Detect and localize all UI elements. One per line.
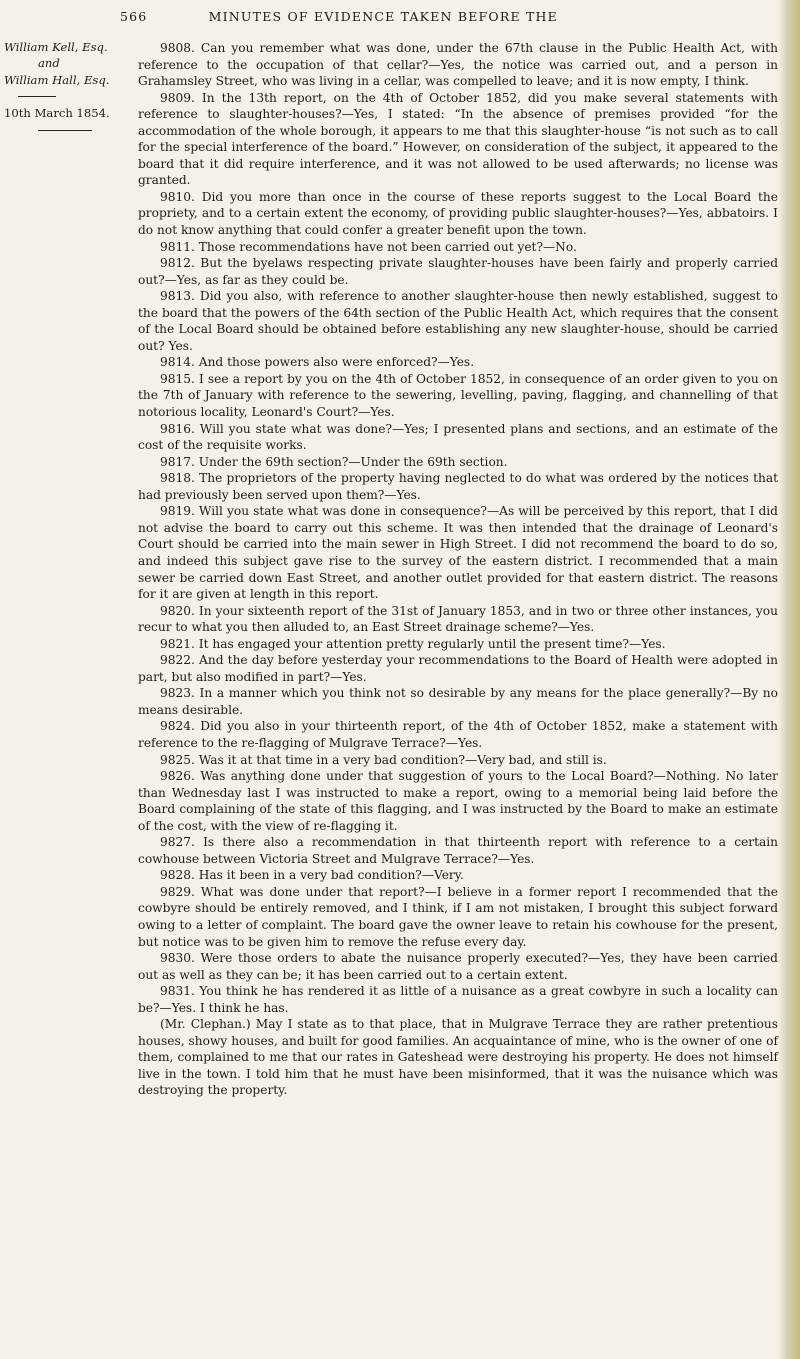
evidence-paragraph: 9809. In the 13th report, on the 4th of October 1852, did you make several statements with reference to slaughter-houses?—Yes, I stated: “In the absence of premises provided “for the accommodation of the whole borough, it appears to me that this slaughter-house “is not such as to call for the special interference of the board.” However, on consideration of the subject, it appeared to the board that it did require interference, and it was not allowed to be used afterwards; no license was granted.	[138, 90, 778, 188]
evidence-paragraph: 9823. In a manner which you think not so desirable by any means for the place generally?—By no means desirable.	[138, 686, 778, 717]
margin-date: 10th March 1854.	[4, 106, 110, 121]
page-number: 566	[120, 9, 148, 24]
evidence-paragraph: 9815. I see a report by you on the 4th of October 1852, in consequence of an order given to you on the 7th of January with reference to the sewering, levelling, paving, flagging, and channelling of that notorious locality, Leonard's Court?—Yes.	[138, 371, 778, 420]
evidence-paragraph: (Mr. Clephan.) May I state as to that place, that in Mulgrave Terrace they are rather pretentious houses, showy houses, and built for good families. An acquaintance of mine, who is the owner of one of them, complained to me that our rates in Gateshead were destroying his property. He does not himself live in the town. I told him that he must have been misinformed, that it was the nuisance which was destroying the property.	[138, 1017, 778, 1098]
evidence-paragraph: 9817. Under the 69th section?—Under the 69th section.	[160, 454, 508, 469]
evidence-paragraph: 9821. It has engaged your attention pretty regularly until the present time?—Yes.	[160, 636, 666, 651]
evidence-paragraph: 9812. But the byelaws respecting private slaughter-houses have been fairly and properly carried out?—Yes, as far as they could be.	[138, 256, 778, 287]
margin-witness-2: William Hall, Esq.	[4, 72, 110, 87]
page-edge-shading	[778, 0, 800, 1359]
margin-note	[4, 39, 122, 131]
evidence-paragraph: 9826. Was anything done under that suggestion of yours to the Local Board?—Nothing. No later than Wednesday last I was instructed to make a report, owing to a memorial being laid before the Board complaining of the state of this flagging, and I was instructed by the Board to make an estimate of the cost, with the view of re-flagging it.	[138, 769, 778, 833]
margin-witness-1: William Kell, Esq.	[4, 40, 108, 54]
margin-rule	[18, 96, 56, 97]
evidence-paragraph: 9820. In your sixteenth report of the 31st of January 1853, and in two or three other instances, you recur to what you then alluded to, an East Street drainage scheme?—Yes.	[138, 603, 778, 635]
evidence-paragraph: 9828. Has it been in a very bad condition?—Very.	[160, 868, 464, 883]
evidence-paragraph: 9813. Did you also, with reference to another slaughter-house then newly established, suggest to the board that the powers of the 64th section of the Public Health Act, which requires that the consent of the Local Board should be obtained before establishing any new slaughter-house, should be carried out? Yes.	[138, 289, 778, 353]
evidence-paragraph: 9830. Were those orders to abate the nuisance properly executed?—Yes, they have been carried out as well as they can be; it has been carried out to a certain extent.	[138, 951, 778, 982]
evidence-paragraph: 9818. The proprietors of the property having neglected to do what was ordered by the notices that had previously been served upon them?—Yes.	[138, 471, 778, 502]
evidence-paragraph: 9822. And the day before yesterday your recommendations to the Board of Health were adopted in part, but also modified in part?—Yes.	[138, 653, 778, 684]
running-title: MINUTES OF EVIDENCE TAKEN BEFORE THE	[208, 9, 558, 24]
evidence-paragraph: 9829. What was done under that report?—I believe in a former report I recommended that the cowbyre should be entirely removed, and I think, if I am not mistaken, I brought this subject forward owing to a letter of complaint. The board gave the owner leave to retain his cowhouse for the present, but notice was to be given him to remove the refuse every day.	[138, 884, 778, 949]
evidence-paragraph: 9811. Those recommendations have not been carried out yet?—No.	[160, 239, 577, 254]
margin-rule	[38, 130, 92, 131]
evidence-paragraph: 9819. Will you state what was done in consequence?—As will be perceived by this report, that I did not advise the board to carry out this scheme. It was then intended that the drainage of Leonard's Court should be carried into the main sewer in High Street. I did not recommend the board to do so, and indeed this subject gave rise to the survey of the eastern district. I recommended that a main sewer be carried down East Street, and another outlet provided for that eastern district. The reasons for it are given at length in this report.	[138, 504, 778, 602]
evidence-paragraph: 9824. Did you also in your thirteenth report, of the 4th of October 1852, make a statement with reference to the re-flagging of Mulgrave Terrace?—Yes.	[138, 719, 778, 750]
evidence-paragraph: 9816. Will you state what was done?—Yes; I presented plans and sections, and an estimate of the cost of the requisite works.	[138, 421, 778, 453]
evidence-paragraph: 9831. You think he has rendered it as little of a nuisance as a great cowbyre in such a locality can be?—Yes. I think he has.	[138, 984, 778, 1015]
evidence-paragraph: 9810. Did you more than once in the course of these reports suggest to the Local Board the propriety, and to a certain extent the economy, of providing public slaughter-houses?—Yes, abbatoirs. I do not know anything that could confer a greater benefit upon the town.	[138, 189, 778, 238]
evidence-text	[138, 40, 778, 1099]
evidence-paragraph: 9814. And those powers also were enforced?—Yes.	[160, 355, 475, 370]
evidence-paragraph: 9808. Can you remember what was done, under the 67th clause in the Public Health Act, with reference to the occupation of that cellar?—Yes, the notice was carried out, and a person in Grahamsley Street, who was living in a cellar, was compelled to leave; and it is now empty, I think.	[138, 41, 778, 89]
running-header	[120, 9, 770, 24]
evidence-paragraph: 9825. Was it at that time in a very bad condition?—Very bad, and still is.	[160, 752, 607, 767]
evidence-paragraph: 9827. Is there also a recommendation in that thirteenth report with reference to a certain cowhouse between Victoria Street and Mulgrave Terrace?—Yes.	[138, 835, 778, 866]
margin-conjunction: and	[38, 56, 60, 71]
